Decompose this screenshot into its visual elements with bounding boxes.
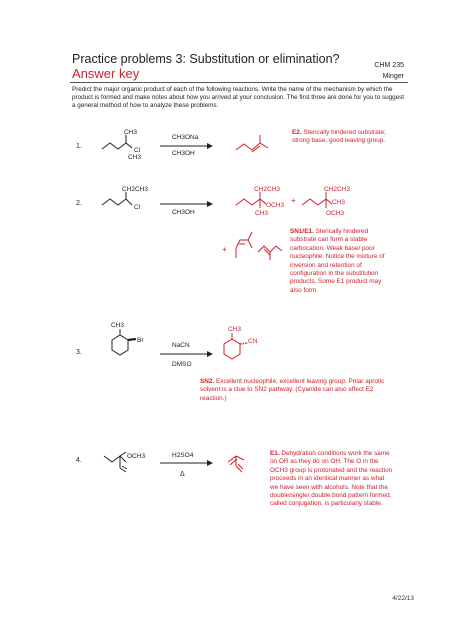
p3-product-cn: CN (248, 338, 258, 345)
problem-4-number: 4. (76, 457, 82, 464)
p3-note (200, 378, 390, 403)
problem-2-product-alkene-2 (258, 246, 282, 260)
p2-substrate-cl: Cl (134, 204, 141, 211)
p4-mechanism: E1. (270, 450, 280, 457)
p3-product-ch3: CH3 (228, 326, 242, 333)
problem-1-substrate (102, 135, 132, 149)
p2-product-b-ch3: CH3 (332, 199, 346, 206)
p1-reagent-bottom: CH3OH (172, 150, 195, 157)
p3-substrate-ch3: CH3 (111, 322, 125, 329)
p3-note-text: Excellent nucleophile, excellent leaving group. Polar aprotic solvent is a clue to SN2 pathway. (Cyanide can also effect E2 reaction.) (200, 378, 385, 402)
p1-reagent-top: CH3ONa (172, 134, 199, 141)
p2-reagent-bottom: CH3OH (172, 209, 195, 216)
problem-2-product-b (302, 192, 332, 208)
problem-3-product (224, 333, 248, 359)
p1-substrate-ch3-top: CH3 (124, 129, 138, 136)
p2-plus-2: + (222, 245, 227, 254)
problem-3-substrate (112, 329, 136, 355)
p1-mechanism: E2. (292, 129, 302, 136)
p4-note (270, 450, 394, 509)
p3-reagent-top: NaCN (172, 342, 190, 349)
page-title: Practice problems 3: Substitution or elimination? (72, 52, 340, 66)
p1-note-text: Sterically hindered substrate; strong base, good leaving group. (292, 129, 386, 145)
problem-2-substrate (102, 192, 132, 205)
p3-substrate-br: Br (137, 337, 144, 344)
p4-note-text: Dehydration conditions work the same on OR as they do on OH. The O in the OCH3 group is protonated and the reaction proceeds in an identical manner as what we have seen with alcohols. Note that the double/single/ double bond pattern formed, called conjugation, is particularly stable. (270, 450, 393, 508)
p2-product-a-ethyl: CH2CH3 (254, 186, 281, 193)
problem-1-number: 1. (76, 143, 82, 150)
p2-product-a-och3: OCH3 (266, 202, 285, 209)
p2-mechanism: SN1/E1. (290, 228, 314, 235)
author-name: Minger (382, 73, 404, 80)
p2-note-text: Sterically hindered substrate can form a stable carbocation. Weak base/ poor nucleophile. Notice the mixture of inversion and retention of configuration in the substitution products. Some E1 product may also form. (290, 228, 385, 294)
p2-product-a-ch3: CH3 (255, 210, 269, 217)
problem-4-product (228, 456, 244, 472)
problem-3-number: 3. (76, 349, 82, 356)
p1-substrate-cl: Cl (134, 147, 141, 154)
p1-substrate-ch3-bottom: CH3 (128, 154, 142, 161)
p3-reagent-bottom: DMSO (172, 361, 192, 368)
p2-substrate-ethyl: CH2CH3 (122, 186, 149, 193)
problem-2-product-a (236, 192, 266, 208)
page-subtitle: Answer key (72, 66, 140, 81)
p3-mechanism: SN2. (200, 378, 215, 385)
p4-reagent-bottom: Δ (180, 471, 185, 478)
p2-plus-1: + (291, 196, 296, 205)
p1-note (292, 129, 397, 146)
instructions: Predict the major organic product of each of the following reactions. Write the name of the mechanism by which the product is formed and make notes about how you arrived at your conclusion. The first three are done for you to suggest a general method of how to analyze these problems. (72, 86, 405, 110)
problem-2-number: 2. (76, 200, 82, 207)
p4-reagent-top: H2SO4 (172, 452, 194, 459)
p2-product-b-och3: OCH3 (326, 210, 345, 217)
problem-1-product (236, 135, 268, 152)
p2-product-b-ethyl: CH2CH3 (324, 186, 351, 193)
course-code: CHM 235 (374, 62, 404, 69)
footer-date: 4/22/13 (392, 595, 414, 602)
problem-4-substrate (104, 452, 127, 472)
problem-2-product-alkene-1 (236, 232, 252, 258)
p4-substrate-och3: OCH3 (127, 453, 146, 460)
p2-note (290, 228, 392, 295)
